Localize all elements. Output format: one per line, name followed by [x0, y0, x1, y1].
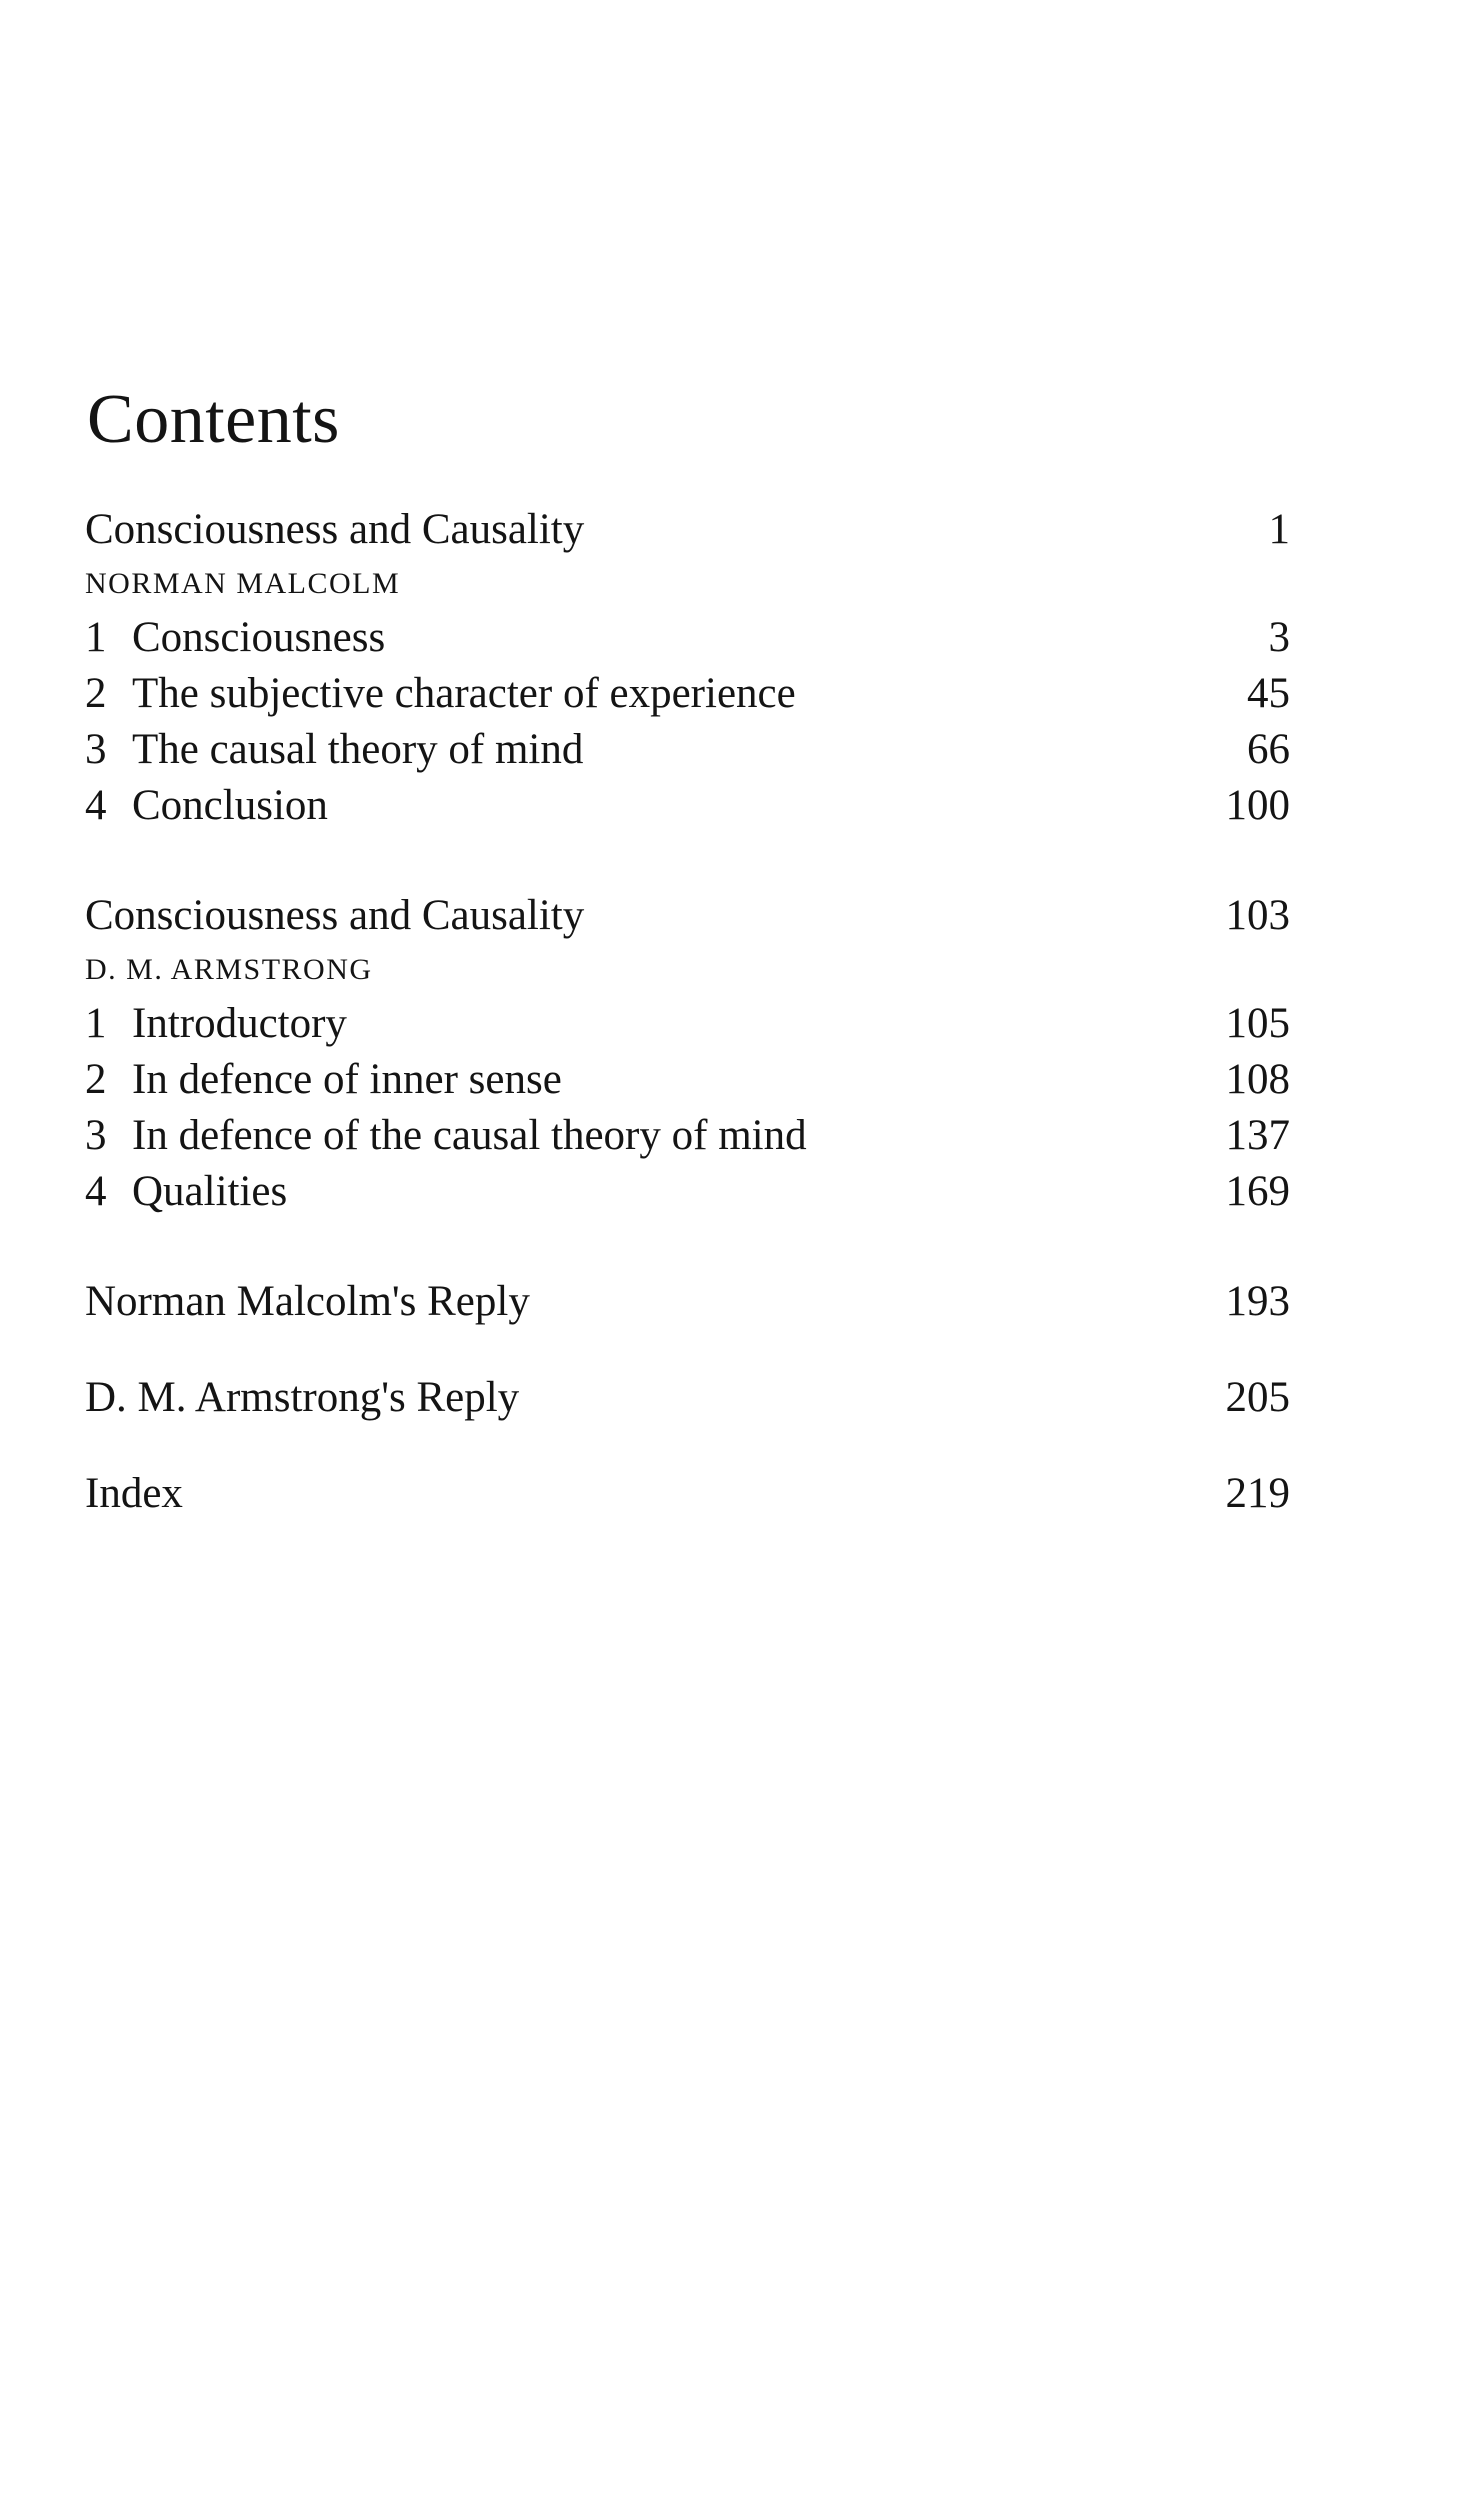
chapter-number: 4 — [85, 782, 107, 829]
chapter-number: 4 — [85, 1168, 107, 1215]
page-number: 219 — [1225, 1470, 1290, 1517]
chapter-number: 2 — [85, 1056, 107, 1103]
part-author: D. M. ARMSTRONG — [85, 953, 373, 986]
contents-page — [85, 0, 1290, 2499]
page-number: 66 — [1247, 726, 1290, 773]
toc-entry-index[interactable] — [85, 1466, 1290, 1522]
page-number: 137 — [1225, 1112, 1290, 1159]
chapter-number: 2 — [85, 670, 107, 717]
chapter-number: 1 — [85, 1000, 107, 1047]
toc-chapter[interactable] — [85, 1108, 1290, 1164]
chapter-title: The subjective character of experience — [132, 670, 796, 717]
entry-title: Index — [85, 1470, 183, 1517]
toc-chapter[interactable] — [85, 1052, 1290, 1108]
page-number: 205 — [1225, 1374, 1290, 1421]
chapter-title: In defence of inner sense — [132, 1056, 562, 1103]
toc-entry-armstrong-reply[interactable] — [85, 1370, 1290, 1426]
page-number: 1 — [1268, 506, 1290, 553]
entry-title: Norman Malcolm's Reply — [85, 1278, 530, 1325]
page-number: 169 — [1225, 1168, 1290, 1215]
toc-part-heading[interactable] — [85, 502, 1290, 558]
part-heading-text: Consciousness and Causality — [85, 506, 585, 553]
page-number: 100 — [1225, 782, 1290, 829]
chapter-title: Consciousness — [132, 614, 386, 661]
toc-part-heading[interactable] — [85, 888, 1290, 944]
page-number: 193 — [1225, 1278, 1290, 1325]
toc-chapter[interactable] — [85, 722, 1290, 778]
chapter-title: Introductory — [132, 1000, 347, 1047]
chapter-title: In defence of the causal theory of mind — [132, 1112, 807, 1159]
part-author: NORMAN MALCOLM — [85, 567, 401, 600]
toc-chapter[interactable] — [85, 1164, 1290, 1220]
chapter-number: 1 — [85, 614, 107, 661]
toc-chapter[interactable] — [85, 778, 1290, 834]
page-number: 108 — [1225, 1056, 1290, 1103]
part-heading-text: Consciousness and Causality — [85, 892, 585, 939]
toc-chapter[interactable] — [85, 996, 1290, 1052]
page-number: 45 — [1247, 670, 1290, 717]
chapter-title: The causal theory of mind — [132, 726, 584, 773]
page-number: 3 — [1268, 614, 1290, 661]
toc-chapter[interactable] — [85, 666, 1290, 722]
page-number: 103 — [1225, 892, 1290, 939]
page-number: 105 — [1225, 1000, 1290, 1047]
toc-chapter[interactable] — [85, 610, 1290, 666]
toc-entry-malcolm-reply[interactable] — [85, 1274, 1290, 1330]
chapter-title: Conclusion — [132, 782, 328, 829]
entry-title: D. M. Armstrong's Reply — [85, 1374, 520, 1421]
chapter-number: 3 — [85, 1112, 107, 1159]
page-title: Contents — [87, 381, 340, 458]
chapter-number: 3 — [85, 726, 107, 773]
chapter-title: Qualities — [132, 1168, 288, 1215]
